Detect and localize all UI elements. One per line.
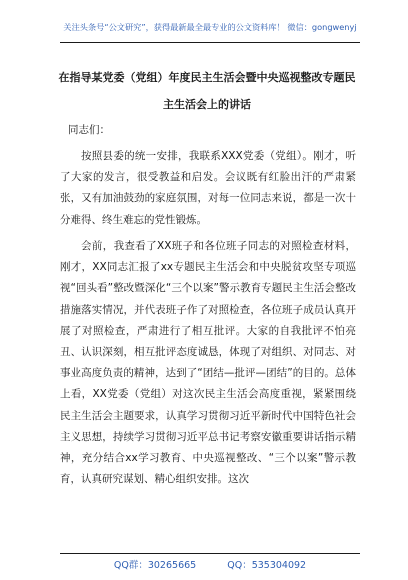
header-promo-text: 关注头条号“公文研究”，获得最新最全最专业的公文资料库！ 微信：gongwenyj [63,22,357,32]
footer-qq: QQ：535304092 [227,560,307,571]
document-title: 在指导某党委（党组）年度民主生活会暨中央巡视整改专题民主生活会上的讲话 [58,71,356,111]
footer-contact [60,557,360,571]
document-paragraph: 会前，我查看了XX班子和各位班子同志的对照检查材料，刚才，XX同志汇报了xx专题民主生活会和中央脱贫攻坚专项巡视“回头看”整改暨深化“三个以案”警示教育专题民主生活会整改措施落实情况，并代表班子作了对照检查，各位班子成员认真开展了对照检查，严肃进行了相互批评。大家的自我批评不怕亮丑、认识深刻，相互批评态度诚恳，体现了对组织、对同志、对事业高度负责的精神，达到了“团结—批评—团结”的目的。总体上看，XX党委（党组）对这次民主生活会高度重视，紧紧围绕民主生活会主题要求，认真学习贯彻习近平新时代中国特色社会主义思想，持续学习贯彻习近平总书记考察安徽重要讲话指示精神，充分结合xx学习教育、中央巡视整改、“三个以案”警示教育，认真研究谋划、精心组织安排。这次 [60,240,356,486]
footer-qq-group: QQ群：30265665 [113,560,197,571]
document-greeting: 同志们： [68,124,110,136]
document-paragraph: 按照县委的统一安排，我联系XXX党委（党组）。刚才，听了大家的发言，很受教益和启发。会议既有红脸出汗的严肃紧张，又有加油鼓劲的家庭氛围，对每一位同志来说，都是一次十分难得、终生难忘的党性锻炼。 [60,150,356,226]
page-footer [60,553,360,571]
page-header [60,20,360,43]
